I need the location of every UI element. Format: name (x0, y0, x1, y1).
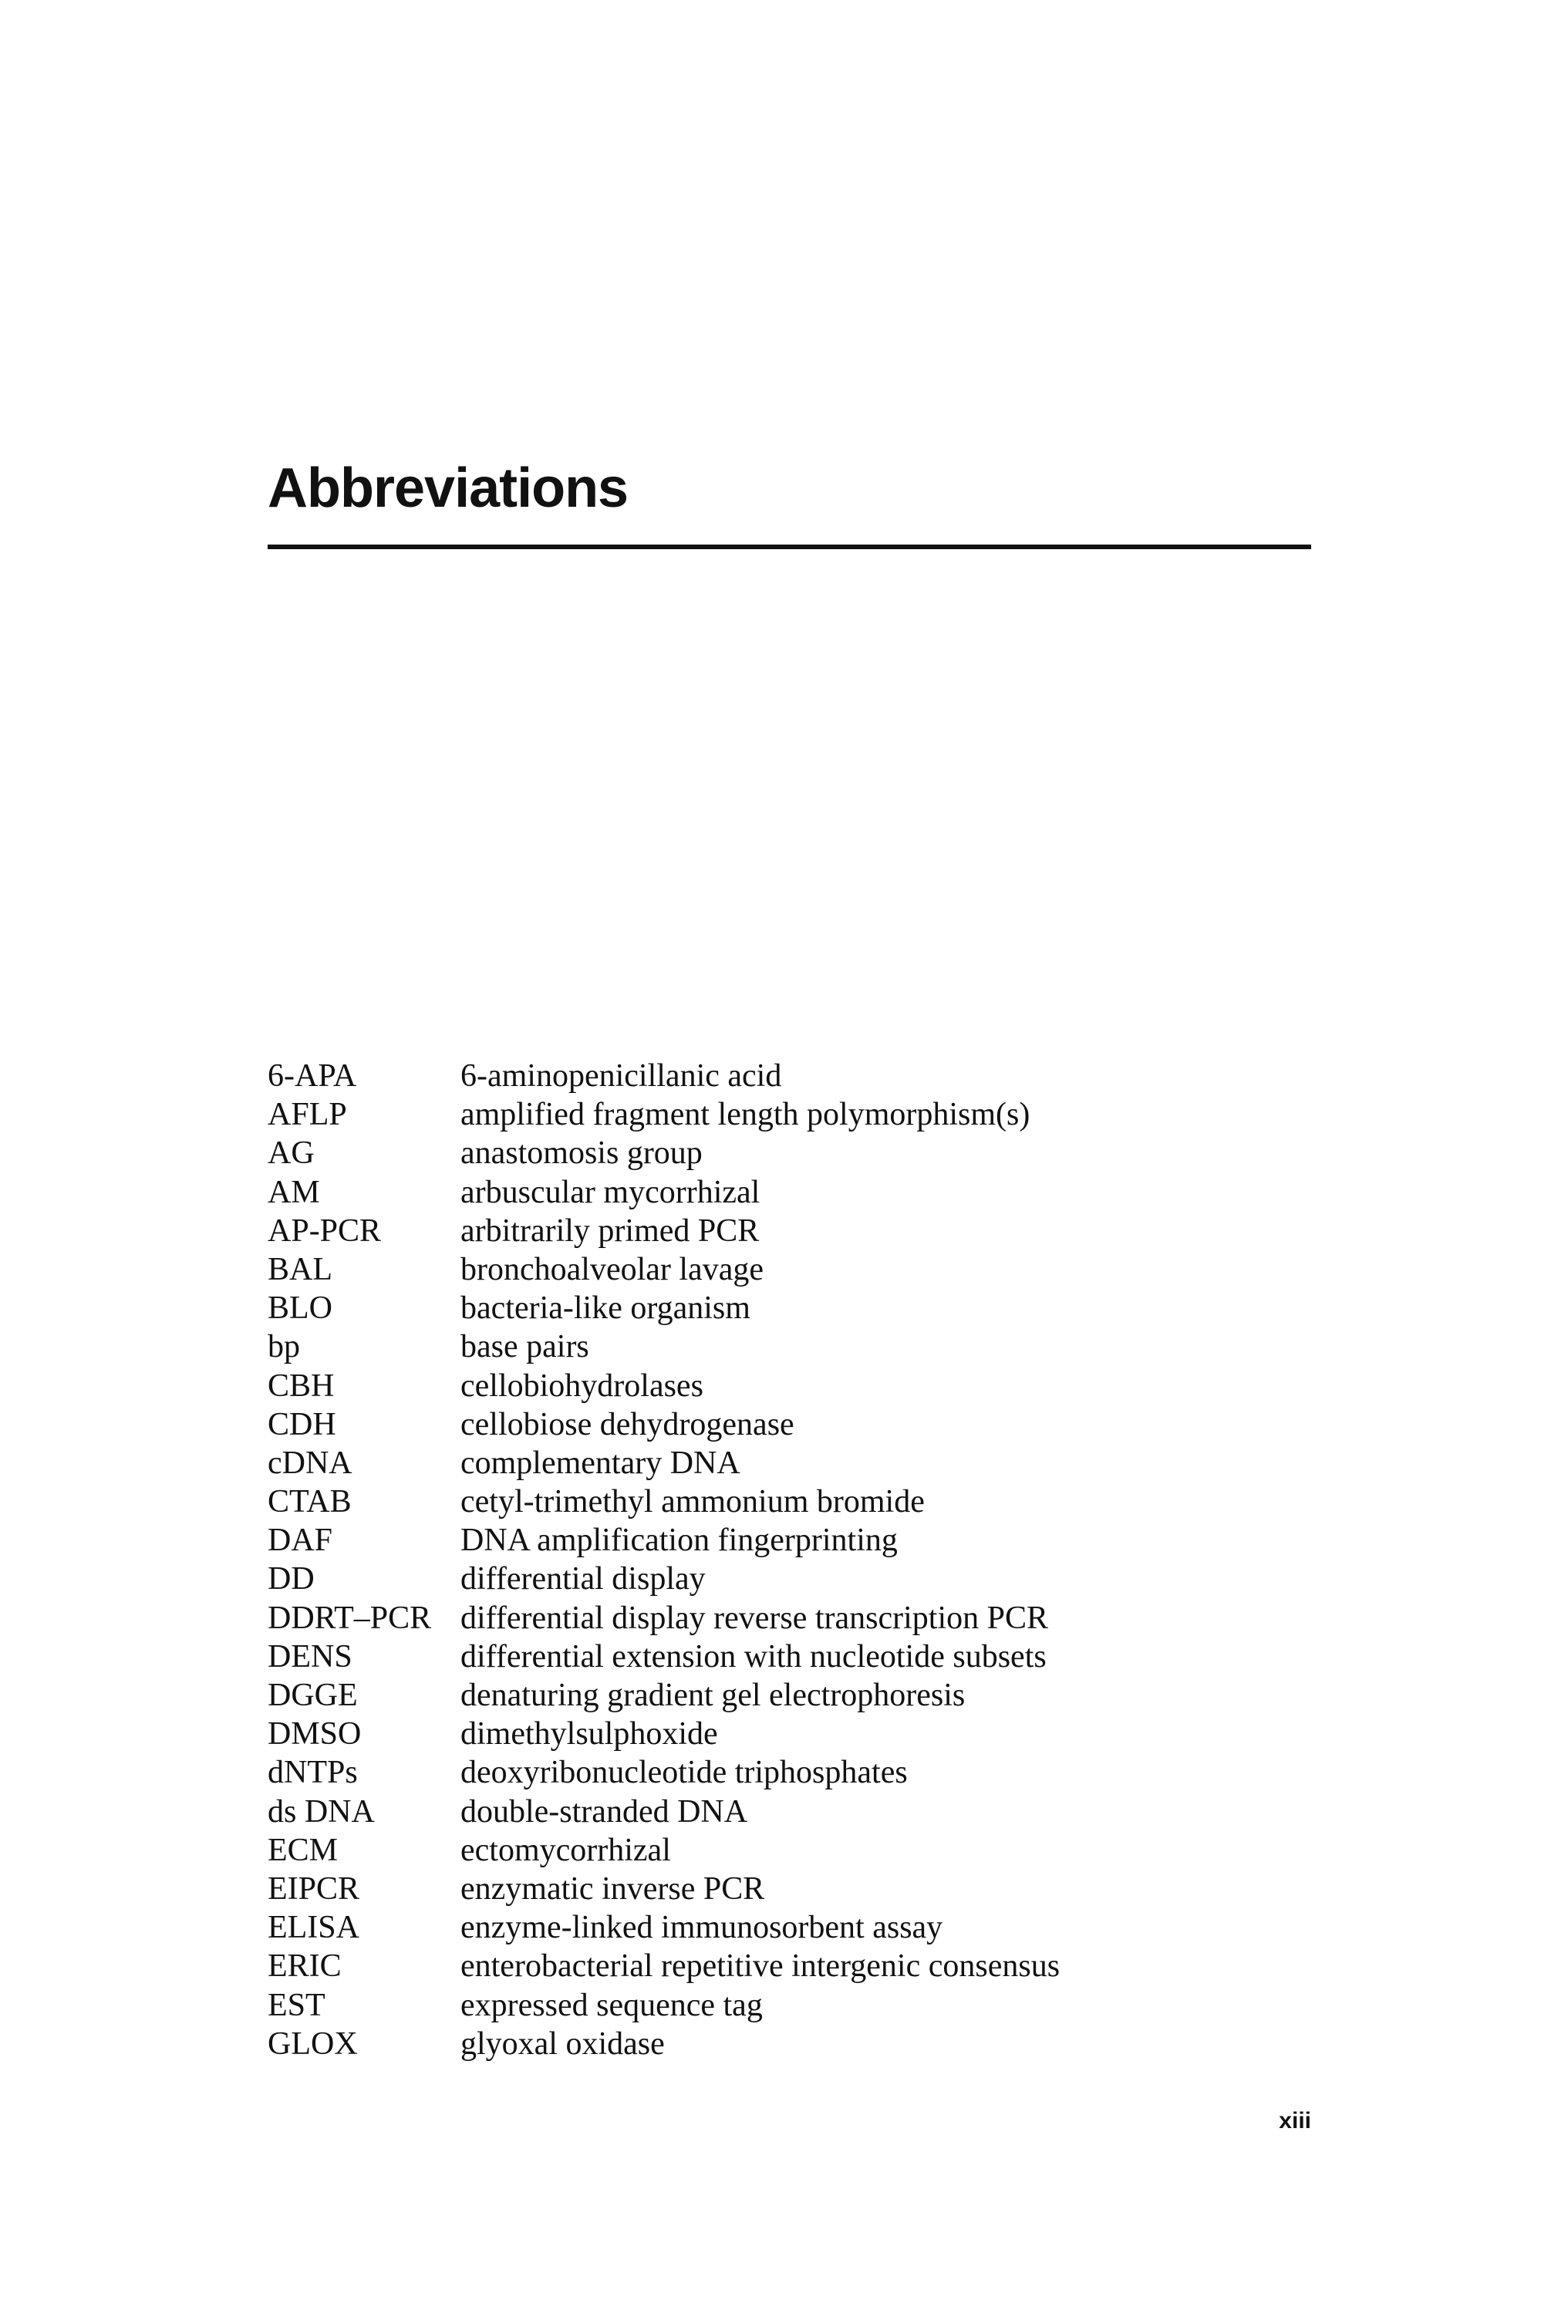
abbreviation-row (268, 1289, 1347, 1327)
abbreviation-definition: glyoxal oxidase (460, 2025, 665, 2062)
abbreviation-term: ELISA (268, 1910, 359, 1946)
abbreviation-definition: enzymatic inverse PCR (460, 1870, 765, 1907)
abbreviation-row (268, 1908, 1347, 1947)
abbreviation-row (268, 1676, 1347, 1715)
abbreviation-term: DAF (268, 1523, 333, 1559)
abbreviation-row (268, 1560, 1347, 1598)
abbreviation-term: DDRT–PCR (268, 1600, 432, 1636)
abbreviation-term: EIPCR (268, 1870, 360, 1907)
abbreviation-row (268, 1367, 1347, 1405)
abbreviation-row (268, 1521, 1347, 1560)
abbreviation-term: DD (268, 1561, 315, 1597)
abbreviation-term: AG (268, 1135, 315, 1172)
abbreviation-definition: amplified fragment length polymorphism(s) (460, 1097, 1030, 1133)
abbreviation-definition: differential display reverse transcription PCR (460, 1600, 1049, 1636)
abbreviation-row (268, 1947, 1347, 1985)
abbreviation-definition: arbuscular mycorrhizal (460, 1174, 760, 1210)
abbreviation-term: CBH (268, 1368, 335, 1404)
abbreviation-term: ERIC (268, 1948, 342, 1985)
abbreviation-term: AM (268, 1174, 320, 1210)
abbreviation-definition: differential display (460, 1561, 706, 1597)
abbreviation-row (268, 1173, 1347, 1212)
abbreviation-row (268, 1212, 1347, 1250)
abbreviation-definition: base pairs (460, 1329, 589, 1365)
abbreviation-definition: expressed sequence tag (460, 1987, 763, 2023)
abbreviation-term: ECM (268, 1832, 339, 1868)
abbreviation-definition: anastomosis group (460, 1135, 703, 1172)
abbreviation-row (268, 1986, 1347, 2025)
abbreviation-term: BAL (268, 1251, 332, 1287)
abbreviation-row (268, 1327, 1347, 1366)
abbreviation-definition: bacteria-like organism (460, 1290, 750, 1327)
abbreviation-row (268, 1134, 1347, 1172)
abbreviation-term: ds DNA (268, 1793, 375, 1830)
abbreviation-term: DGGE (268, 1678, 358, 1713)
abbreviation-term: GLOX (268, 2025, 358, 2062)
abbreviation-list (268, 1057, 1347, 2063)
abbreviation-row (268, 1831, 1347, 1870)
abbreviation-definition: cellobiose dehydrogenase (460, 1406, 794, 1442)
abbreviation-term: CTAB (268, 1484, 352, 1520)
abbreviation-row (268, 1638, 1347, 1676)
abbreviation-definition: ectomycorrhizal (460, 1832, 671, 1868)
abbreviation-term: bp (268, 1329, 300, 1365)
abbreviation-definition: enterobacterial repetitive intergenic consensus (460, 1948, 1061, 1985)
abbreviation-row (268, 1793, 1347, 1831)
abbreviation-term: AFLP (268, 1097, 347, 1133)
abbreviation-definition: complementary DNA (460, 1445, 740, 1481)
abbreviation-row (268, 2025, 1347, 2063)
abbreviation-row (268, 1482, 1347, 1521)
abbreviation-row (268, 1250, 1347, 1289)
abbreviation-row (268, 1095, 1347, 1134)
abbreviation-row (268, 1599, 1347, 1638)
abbreviation-definition: differential extension with nucleotide subsets (460, 1638, 1047, 1675)
abbreviation-row (268, 1444, 1347, 1482)
abbreviation-row (268, 1405, 1347, 1444)
abbreviation-term: AP-PCR (268, 1213, 382, 1249)
abbreviation-definition: DNA amplification fingerprinting (460, 1523, 898, 1559)
abbreviation-row (268, 1753, 1347, 1792)
abbreviation-term: EST (268, 1987, 325, 2023)
title-rule (268, 545, 1311, 549)
abbreviation-definition: double-stranded DNA (460, 1793, 748, 1830)
page-number: xiii (1279, 2108, 1311, 2133)
abbreviation-row (268, 1715, 1347, 1753)
abbreviation-term: BLO (268, 1290, 332, 1327)
abbreviation-row (268, 1870, 1347, 1908)
abbreviation-term: DENS (268, 1638, 352, 1675)
abbreviation-definition: enzyme-linked immunosorbent assay (460, 1910, 943, 1946)
abbreviation-definition: arbitrarily primed PCR (460, 1213, 760, 1249)
abbreviation-term: cDNA (268, 1445, 352, 1481)
abbreviation-definition: dimethylsulphoxide (460, 1716, 718, 1752)
abbreviation-term: 6-APA (268, 1058, 357, 1094)
page-title: Abbreviations (268, 457, 629, 519)
abbreviation-definition: cellobiohydrolases (460, 1368, 703, 1404)
abbreviation-term: DMSO (268, 1716, 362, 1752)
abbreviation-definition: deoxyribonucleotide triphosphates (460, 1755, 908, 1791)
abbreviation-term: dNTPs (268, 1755, 358, 1791)
abbreviation-definition: cetyl-trimethyl ammonium bromide (460, 1484, 925, 1520)
abbreviation-definition: denaturing gradient gel electrophoresis (460, 1678, 966, 1713)
abbreviation-term: CDH (268, 1406, 336, 1442)
abbreviation-definition: bronchoalveolar lavage (460, 1251, 764, 1287)
abbreviation-row (268, 1057, 1347, 1095)
abbreviation-definition: 6-aminopenicillanic acid (460, 1058, 782, 1094)
